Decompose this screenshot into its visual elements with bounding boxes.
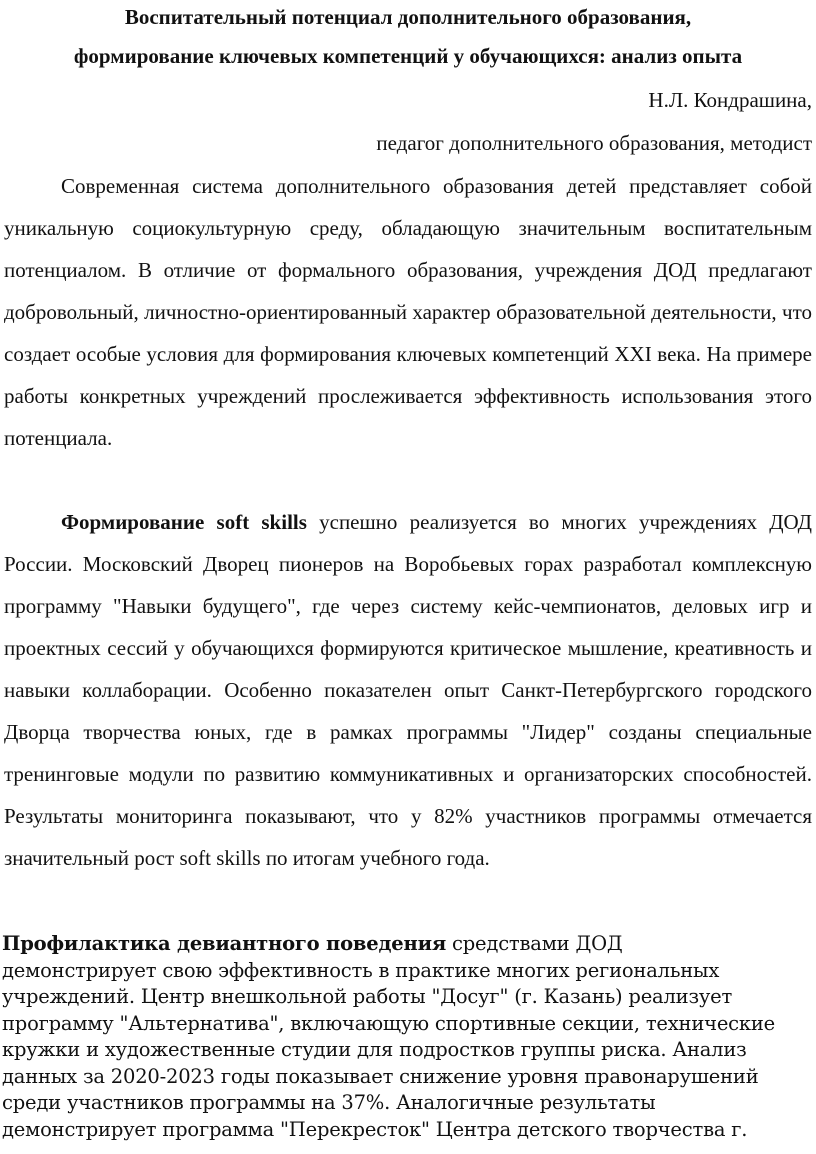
author-name: Н.Л. Кондрашина, <box>648 88 812 112</box>
paragraph-deviant-behavior-body: средствами ДОД демонстрирует свою эффективность в практике многих региональных учреждений. Центр внешкольной работы "Досуг" (г. Казань) реализует программу "Альтернатива", включающую спортивные секции, технические кружки и художественные студии для подростков группы риска. Анализ данных за 2020-2023 годы показывает снижение уровня правонарушений среди участников программы на 37%. Аналогичные результаты демонстрирует программа "Перекресток" Центра детского творчества г. <box>2 932 776 1141</box>
author-position: педагог дополнительного образования, методист <box>376 131 812 155</box>
paragraph-introduction: Современная система дополнительного образования детей представляет собой уникальную социокультурную среду, обладающую значительным воспитательным потенциалом. В отличие от формального образования, учреждения ДОД предлагают добровольный, личностно-ориентированный характер образовательной деятельности, что создает особые условия для формирования ключевых компетенций XXI века. На примере работы конкретных учреждений прослеживается эффективность использования этого потенциала. <box>4 174 812 450</box>
paragraph-soft-skills <box>4 501 812 879</box>
paragraph-deviant-behavior <box>2 931 782 1143</box>
document-title-line-1: Воспитательный потенциал дополнительного образования, <box>124 5 692 29</box>
paragraph-soft-skills-body: успешно реализуется во многих учреждениях ДОД России. Московский Дворец пионеров на Воробьевых горах разработал комплексную программу "Навыки будущего", где через систему кейс-чемпионатов, деловых игр и проектных сессий у обучающихся формируются критическое мышление, креативность и навыки коллаборации. Особенно показателен опыт Санкт-Петербургского городского Дворца творчества юных, где в рамках программы "Лидер" созданы специальные тренинговые модули по развитию коммуникативных и организаторских способностей. Результаты мониторинга показывают, что у 82% участников программы отмечается значительный рост soft skills по итогам учебного года. <box>4 510 812 870</box>
document-title-line-2: формирование ключевых компетенций у обучающихся: анализ опыта <box>73 44 743 68</box>
paragraph-soft-skills-lead: Формирование soft skills <box>61 510 307 534</box>
paragraph-deviant-behavior-lead: Профилактика девиантного поведения <box>2 932 447 955</box>
